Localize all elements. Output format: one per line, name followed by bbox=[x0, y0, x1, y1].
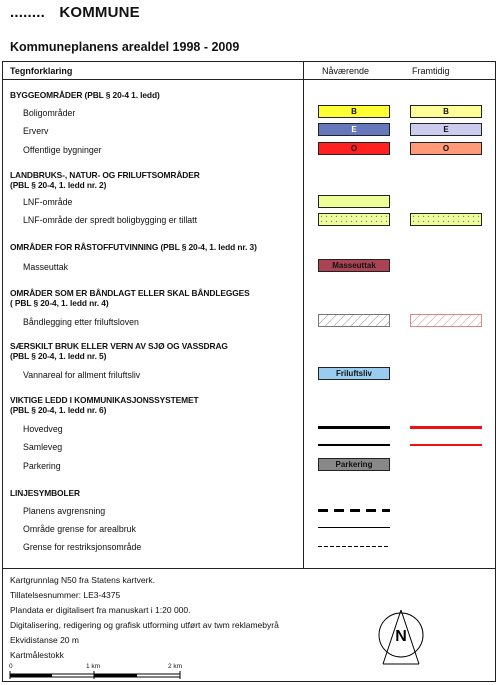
line-samleveg-future bbox=[410, 444, 482, 446]
scale-bar bbox=[8, 671, 188, 680]
item-samleveg: Samleveg bbox=[23, 442, 63, 452]
section-saerskilt-line1: SÆRSKILT BRUK ELLER VERN AV SJØ OG VASSDRAG bbox=[10, 341, 228, 351]
line-omrade-grense bbox=[318, 527, 390, 528]
north-arrow-icon bbox=[372, 608, 432, 670]
section-saerskilt-line2: (PBL § 20-4, 1. ledd nr. 5) bbox=[10, 351, 107, 361]
footer-line-ekvidistanse: Ekvidistanse 20 m bbox=[10, 635, 79, 645]
item-offentlige: Offentlige bygninger bbox=[23, 145, 102, 155]
column-divider bbox=[303, 61, 304, 568]
column-future: Framtidig bbox=[412, 66, 450, 76]
item-planens-avgrensning: Planens avgrensning bbox=[23, 506, 106, 516]
scale-label-2km: 2 km bbox=[168, 663, 183, 670]
item-vannareal: Vannareal for allment friluftsliv bbox=[23, 370, 141, 380]
swatch-bandlegging-current bbox=[318, 314, 390, 327]
line-hovedveg-current bbox=[318, 426, 390, 429]
section-bygge-title: BYGGEOMRÅDER (PBL § 20-4 1. ledd) bbox=[10, 90, 160, 100]
item-lnf-spredt: LNF-område der spredt boligbygging er tillatt bbox=[23, 215, 198, 225]
legend-header: Tegnforklaring bbox=[10, 66, 73, 76]
section-saerskilt-title bbox=[10, 341, 228, 361]
scale-label-0: 0 bbox=[9, 663, 13, 670]
item-masseuttak: Masseuttak bbox=[23, 262, 68, 272]
header-divider bbox=[2, 79, 496, 80]
dot-pattern-icon bbox=[411, 214, 481, 225]
line-samleveg-current bbox=[318, 444, 390, 446]
item-bandlegging: Båndlegging etter friluftsloven bbox=[23, 317, 139, 327]
item-lnf: LNF-område bbox=[23, 197, 73, 207]
swatch-lnf-current bbox=[318, 195, 390, 208]
hatch-pattern-icon bbox=[319, 315, 389, 326]
section-band-line1: OMRÅDER SOM ER BÅNDLAGT ELLER SKAL BÅNDLEGGES bbox=[10, 288, 250, 298]
footer-divider bbox=[2, 568, 496, 569]
column-current: Nåværende bbox=[322, 66, 370, 76]
item-hovedveg: Hovedveg bbox=[23, 424, 63, 434]
footer-line-plandata: Plandata er digitalisert fra manuskart i 1:20 000. bbox=[10, 605, 191, 615]
item-parkering: Parkering bbox=[23, 461, 61, 471]
section-rastoff-title: OMRÅDER FOR RÅSTOFFUTVINNING (PBL § 20-4, 1. ledd nr. 3) bbox=[10, 242, 257, 252]
swatch-friluftsliv-current: Friluftsliv bbox=[318, 367, 390, 380]
section-kommunikasjon-title bbox=[10, 395, 198, 415]
swatch-erverv-future: E bbox=[410, 123, 482, 136]
plan-subtitle: Kommuneplanens arealdel 1998 - 2009 bbox=[10, 40, 240, 54]
item-erverv: Erverv bbox=[23, 126, 49, 136]
swatch-bandlegging-future bbox=[410, 314, 482, 327]
line-restriksjon bbox=[318, 546, 390, 547]
item-omrade-grense: Område grense for arealbruk bbox=[23, 524, 136, 534]
hatch-pattern-icon bbox=[411, 315, 481, 326]
scale-label-1km: 1 km bbox=[86, 663, 101, 670]
swatch-lnf-spredt-future bbox=[410, 213, 482, 226]
section-band-line2: ( PBL § 20-4, 1. ledd nr. 4) bbox=[10, 298, 109, 308]
section-band-title bbox=[10, 288, 250, 308]
item-bolig: Boligområder bbox=[23, 108, 76, 118]
section-kommunikasjon-line1: VIKTIGE LEDD I KOMMUNIKASJONSSYSTEMET bbox=[10, 395, 199, 405]
swatch-bolig-current: B bbox=[318, 105, 390, 118]
municipality-title: KOMMUNE bbox=[59, 4, 140, 21]
swatch-lnf-spredt-current bbox=[318, 213, 390, 226]
line-hovedveg-future bbox=[410, 426, 482, 429]
section-linje-title: LINJESYMBOLER bbox=[10, 488, 80, 498]
swatch-offentlige-future: O bbox=[410, 142, 482, 155]
swatch-parkering-current: Parkering bbox=[318, 458, 390, 471]
footer-line-kartgrunnlag: Kartgrunnlag N50 fra Statens kartverk. bbox=[10, 575, 156, 585]
line-planens-avgrensning bbox=[318, 509, 390, 512]
north-label: N bbox=[395, 628, 407, 645]
item-restriksjon: Grense for restriksjonsområde bbox=[23, 542, 142, 552]
swatch-offentlige-current: O bbox=[318, 142, 390, 155]
section-kommunikasjon-line2: (PBL § 20-4, 1. ledd nr. 6) bbox=[10, 405, 107, 415]
footer-line-kartmalestokk: Kartmålestokk bbox=[10, 650, 64, 660]
map-title bbox=[10, 4, 140, 21]
swatch-bolig-future: B bbox=[410, 105, 482, 118]
footer-line-tillatelse: Tillatelsesnummer: LE3-4375 bbox=[10, 590, 121, 600]
title-dots: ........ bbox=[10, 4, 45, 21]
dot-pattern-icon bbox=[319, 214, 389, 225]
section-landbruk-line2: (PBL § 20-4, 1. ledd nr. 2) bbox=[10, 180, 107, 190]
section-landbruk-line1: LANDBRUKS-, NATUR- OG FRILUFTSOMRÅDER bbox=[10, 170, 200, 180]
footer-line-digitalisering: Digitalisering, redigering og grafisk utforming utført av twm reklamebyrå bbox=[10, 620, 279, 630]
section-landbruk-title bbox=[10, 170, 200, 190]
swatch-erverv-current: E bbox=[318, 123, 390, 136]
swatch-masseuttak-current: Masseuttak bbox=[318, 259, 390, 272]
